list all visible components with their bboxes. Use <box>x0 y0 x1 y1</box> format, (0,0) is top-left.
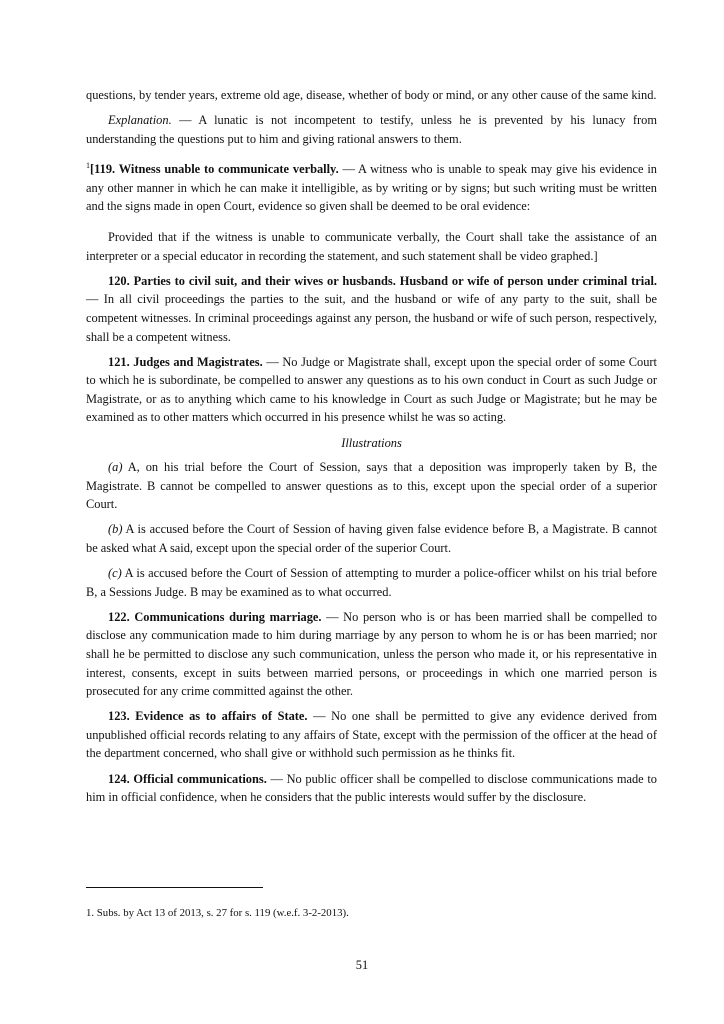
section-122-text: — No person who is or has been married shall be compelled to disclose any communication made to him during marriage by any person to whom he is or has been married; nor shall he be permitted to disclose any such communication, unless the person who made it, or his representative in interest, consents, except in suits between married persons, or proceedings in which one married person is prosecuted for any crime committed against the other. <box>86 609 658 699</box>
continuation-text: questions, by tender years, extreme old age, disease, whether of body or mind, or any other cause of the same kind. <box>86 88 657 102</box>
page-number: 51 <box>355 958 369 972</box>
section-120-text: — In all civil proceedings the parties to the suit, and the husband or wife of any party to the suit, shall be competent witnesses. In criminal proceedings against any person, the husband or wife of such person, respectively, shall be a competent witness. <box>86 292 657 344</box>
illustration-a <box>86 458 657 514</box>
section-123-text: — No one shall be permitted to give any evidence derived from unpublished official records relating to any affairs of State, except with the permission of the officer at the head of the department concerned, who shall give or withhold such permission as he thinks fit. <box>86 709 657 761</box>
illustration-c <box>86 564 657 601</box>
explanation-paragraph <box>86 111 657 148</box>
section-123-heading: 123. Evidence as to affairs of State. <box>108 709 308 724</box>
illustration-c-text: A is accused before the Court of Session of attempting to murder a police-officer whilst on his trial before B, a Sessions Judge. B may be examined as to what occurred. <box>86 566 657 599</box>
section-119 <box>86 160 657 216</box>
illustration-a-label: (a) <box>108 460 123 475</box>
section-121-heading: 121. Judges and Magistrates. <box>108 354 263 369</box>
section-121 <box>86 353 657 427</box>
section-120-heading: 120. Parties to civil suit, and their wives or husbands. Husband or wife of person under criminal trial. <box>108 273 657 288</box>
illustration-b <box>86 520 657 557</box>
section-124 <box>86 770 657 807</box>
footnote: 1. Subs. by Act 13 of 2013, s. 27 for s. 119 (w.e.f. 3-2-2013). <box>86 907 349 919</box>
illustration-c-label: (c) <box>108 566 122 581</box>
continuation-paragraph <box>86 86 657 105</box>
page-body <box>86 86 657 813</box>
section-120 <box>86 272 657 346</box>
section-119-heading: [119. Witness unable to communicate verbally. <box>90 162 339 177</box>
section-122 <box>86 608 657 701</box>
section-123 <box>86 707 657 763</box>
illustration-a-text: A, on his trial before the Court of Session, says that a deposition was improperly taken by B, the Magistrate. B cannot be compelled to answer questions as to this, except upon the special order of a superior Court. <box>86 460 657 512</box>
illustration-b-text: A is accused before the Court of Session of having given false evidence before B, a Magistrate. B cannot be asked what A said, except upon the special order of the superior Court. <box>86 522 657 555</box>
explanation-label: Explanation. <box>108 113 172 128</box>
footnote-marker: 1 <box>86 161 90 171</box>
section-119-text: — A witness who is unable to speak may give his evidence in any other manner in which he can make it intelligible, as by writing or by signs; but such writing must be written and the signs made in open Court, evidence so given shall be deemed to be oral evidence: <box>86 162 658 214</box>
proviso-text: Provided that if the witness is unable to communicate verbally, the Court shall take the assistance of an interpreter or a special educator in recording the statement, and such statement shall be video graphed.] <box>86 230 657 263</box>
illustrations-heading: Illustrations <box>341 435 402 450</box>
section-124-heading: 124. Official communications. <box>108 771 267 786</box>
section-121-text: — No Judge or Magistrate shall, except upon the special order of some Court to which he is subordinate, be compelled to answer any questions as to his own conduct in Court as such Judge or Magistrate, or as to anything which came to his knowledge in Court as such Judge or Magistrate; but he may be examined as to other matters which occurred in his presence whilst he was so acting. <box>86 354 657 425</box>
footnote-divider <box>86 887 263 888</box>
section-122-heading: 122. Communications during marriage. <box>108 609 322 624</box>
explanation-text: — A lunatic is not incompetent to testify, unless he is prevented by his lunacy from understanding the questions put to him and giving rational answers to them. <box>86 113 657 146</box>
section-119-proviso <box>86 228 657 265</box>
illustration-b-label: (b) <box>108 522 123 537</box>
section-124-text: — No public officer shall be compelled to disclose communications made to him in official confidence, when he considers that the public interests would suffer by the disclosure. <box>86 771 657 805</box>
